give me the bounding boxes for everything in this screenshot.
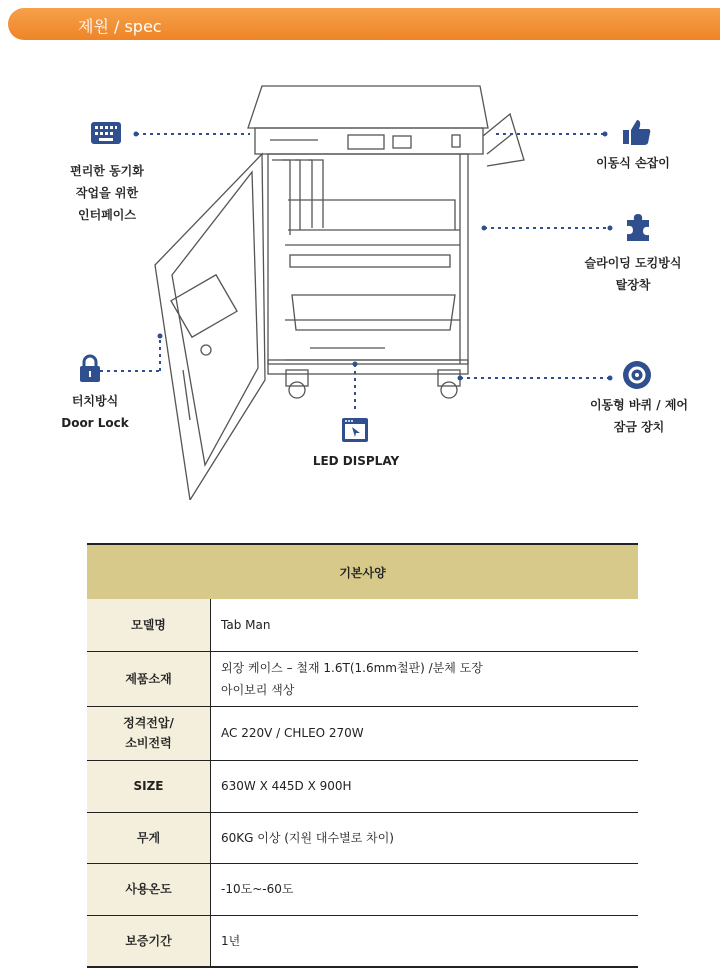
lock-label-line1: 터치방식 <box>71 394 119 408</box>
table-row <box>87 599 638 651</box>
page-title: 제원 / spec <box>78 17 162 36</box>
spec-key: 보증기간 <box>87 915 211 967</box>
spec-key: 모델명 <box>87 599 211 651</box>
keyboard-icon <box>90 120 122 146</box>
lock-label-line2: Door Lock <box>61 416 129 430</box>
spec-value-line2: 아이보리 색상 <box>221 682 295 697</box>
spec-value: 60KG 이상 (지원 대수별로 차이) <box>211 812 639 863</box>
spec-key-line1: 정격전압/ <box>123 716 174 730</box>
spec-value-line1: 외장 케이스 – 철재 1.6T(1.6mm철판) /분체 도장 <box>221 660 483 675</box>
spec-value: Tab Man <box>211 599 639 651</box>
spec-key: 무게 <box>87 812 211 863</box>
cart-top <box>248 86 488 128</box>
dock-label-line1: 슬라이딩 도킹방식 <box>584 256 682 270</box>
interface-label-line2: 작업을 위한 <box>75 186 139 200</box>
spec-table <box>87 543 638 968</box>
led-display-label: LED DISPLAY <box>312 454 400 468</box>
spec-key: 제품소재 <box>87 651 211 706</box>
control-panel <box>255 128 483 154</box>
spec-key-line2: 소비전력 <box>125 736 172 750</box>
table-row <box>87 812 638 863</box>
thumbs-up-icon <box>622 118 652 146</box>
wheel-icon <box>622 360 652 390</box>
spec-value <box>211 651 639 706</box>
table-row <box>87 915 638 967</box>
puzzle-icon <box>624 212 652 242</box>
spec-key: SIZE <box>87 760 211 812</box>
table-row <box>87 863 638 915</box>
table-row <box>87 651 638 706</box>
dock-label-line2: 탈장착 <box>615 278 651 292</box>
handle-label: 이동식 손잡이 <box>596 156 670 170</box>
wheel-label-line1: 이동형 바퀴 / 제어 <box>589 398 689 412</box>
table-row <box>87 706 638 760</box>
cart-body <box>268 154 468 364</box>
interface-label-line1: 편리한 동기화 <box>70 164 144 178</box>
spec-key <box>87 706 211 760</box>
header-bar <box>8 8 720 40</box>
display-icon <box>341 416 369 444</box>
spec-value: 1년 <box>211 915 639 967</box>
spec-value: AC 220V / CHLEO 270W <box>211 706 639 760</box>
spec-table-title: 기본사양 <box>87 544 638 599</box>
lock-icon <box>78 354 102 384</box>
spec-value: 630W X 445D X 900H <box>211 760 639 812</box>
spec-value: -10도~-60도 <box>211 863 639 915</box>
interface-label-line3: 인터페이스 <box>78 208 136 222</box>
table-row <box>87 760 638 812</box>
spec-key: 사용온도 <box>87 863 211 915</box>
spec-table-header <box>87 544 638 599</box>
product-diagram <box>0 60 720 500</box>
wheel-label-line2: 잠금 장치 <box>613 420 665 434</box>
